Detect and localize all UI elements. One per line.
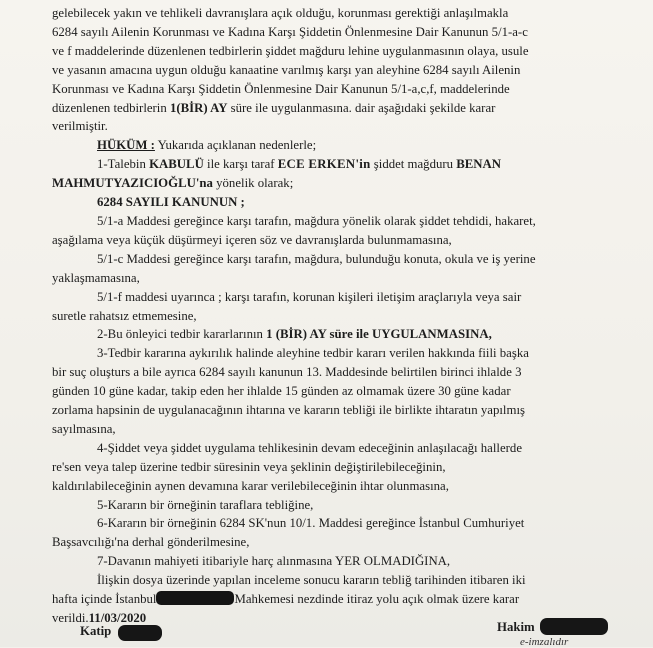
item-1	[52, 155, 622, 174]
article-text: 5/1-a Maddesi gereğince karşı tarafın, mağdura yönelik olarak şiddet tehdidi, hakaret,	[97, 213, 536, 228]
intro-paragraph	[52, 4, 622, 136]
article-text: 5/1-c Maddesi gereğince karşı tarafın, mağdura, bulunduğu konuta, okula ve iş yerine	[97, 251, 536, 266]
closing-line	[7, 590, 519, 609]
article-a	[52, 212, 622, 250]
intro-line: gelebilecek yakın ve tehlikeli davranışlara açık olduğu, korunması gerektiği anlaşılmakla	[52, 6, 509, 20]
e-signature-note: e-imzalıdır	[520, 636, 569, 648]
hukum-text: Yukarıda açıklanan nedenlerle;	[154, 138, 317, 153]
item-text: re'sen veya talep üzerine tedbir süresinin veya şeklinin değiştirilebileceğinin,	[52, 459, 446, 474]
victim-name: MAHMUTYAZICIOĞLU'na	[52, 176, 213, 191]
clerk-label: Katip	[80, 624, 112, 638]
item-text: sayılmasına,	[52, 421, 116, 436]
victim-name: BENAN	[456, 157, 502, 172]
decision-date: 11/03/2020	[88, 611, 147, 625]
intro-line: 6284 sayılı Ailenin Korunması ve Kadına Karşı Şiddetin Önlenmesine Dair Kanunun 5/1-a-c	[52, 24, 528, 39]
item-1-cont	[52, 174, 622, 193]
closing-text: hafta içinde İstanbul	[52, 592, 157, 607]
item-text: 1-Talebin	[97, 157, 150, 172]
item-text: bir suç oluşturs a bile ayrıca 6284 sayılı kanunun 13. Maddesinde belirtilen birinci ihlalde 3	[52, 365, 522, 380]
duration-bold: 1 (BİR) AY süre ile UYGULANMASINA,	[266, 327, 492, 342]
closing-paragraph	[52, 571, 622, 628]
closing-text: İlişkin dosya üzerinde yapılan inceleme sonucu kararın tebliğ tarihinden itibaren iki	[97, 573, 526, 588]
item-6	[52, 514, 622, 552]
respondent-name: ECE ERKEN'in	[277, 157, 371, 172]
item-text: Başsavcılığı'na derhal gönderilmesine,	[52, 535, 250, 550]
item-text: 6-Kararın bir örneğinin 6284 SK'nun 10/1. Maddesi gereğince İstanbul Cumhuriyet	[97, 516, 525, 531]
redaction-bar	[156, 591, 234, 605]
item-text: şiddet mağduru	[370, 157, 457, 172]
item-3	[52, 344, 622, 439]
acceptance-bold: KABULÜ	[149, 157, 204, 172]
item-text: 4-Şiddet veya şiddet uygulama tehlikesinin devam edeceğinin anlaşılacağı hallerde	[97, 440, 522, 455]
intro-line: süre ile uygulanmasına. dair aşağıdaki şekilde karar	[227, 100, 496, 115]
article-text: aşağılama veya küçük düşürmeyi içeren söz ve davranışlarda bulunmamasına,	[52, 232, 452, 247]
hukum-label: HÜKÜM :	[97, 138, 155, 153]
article-text: yaklaşmamasına,	[52, 270, 140, 285]
item-text: 7-Davanın mahiyeti itibariyle harç alınmasına	[97, 554, 335, 569]
decision-text	[52, 4, 622, 628]
duration-bold: 1(BİR) AY	[169, 100, 228, 115]
intro-line: Korunması ve Kadına Karşı Şiddetin Önlenmesine Dair Kanunun 5/1-a,c,f, maddelerinde	[52, 81, 510, 96]
hukum-heading	[52, 136, 622, 155]
article-text: 5/1-f maddesi uyarınca ; karşı tarafın, korunan kişileri iletişim araçlarıyla veya sair	[97, 289, 522, 304]
item-7	[52, 552, 622, 571]
item-text: ile karşı taraf	[203, 157, 278, 172]
item-text: yönelik olarak;	[212, 176, 294, 191]
item-2	[52, 325, 622, 344]
judge-label: Hakim	[497, 620, 535, 634]
article-c	[52, 250, 622, 288]
item-5: 5-Kararın bir örneğinin taraflara tebliğine,	[97, 497, 314, 512]
fee-decision: YER OLMADIĞINA,	[334, 554, 451, 569]
item-text: zorlama hapsinin de uygulanacağının ihtarına ve kararın tebliği ile birlikte ihtaratın yapılmış	[52, 403, 525, 418]
article-f	[52, 288, 622, 326]
article-text: suretle rahatsız etmemesine,	[52, 308, 197, 323]
intro-line: düzenlenen tedbirlerin	[52, 100, 170, 115]
item-text: 2-Bu önleyici tedbir kararlarının	[97, 327, 267, 342]
item-4	[52, 439, 622, 496]
intro-line: verilmiştir.	[52, 119, 108, 134]
item-text: 3-Tedbir kararına aykırılık halinde aleyhine tedbir kararı verilen hakkında fiili başka	[97, 346, 529, 361]
closing-text: verildi.	[52, 611, 89, 625]
intro-line: ve yasanın amacına uygun olduğu kanaatine varılmış karşı yan aleyhine 6284 sayılı Ailenin	[52, 62, 521, 77]
closing-text: Mahkemesi nezdinde itiraz yolu açık olmak üzere karar	[234, 592, 520, 607]
item-text: günden 10 güne kadar, takip eden her ihlalde 15 günden az olmamak üzere 30 güne kadar	[52, 384, 511, 399]
judge-name-redaction	[540, 618, 608, 635]
intro-line: ve f maddelerinde düzenlenen tedbirlerin şiddet mağduru lehine uygulanmasının olaya, usule	[52, 43, 529, 58]
clerk-name-redaction	[118, 625, 162, 641]
item-text: kaldırılabileceğinin aynen devamına karar verilebileceğinin ihtar olunmasına,	[52, 478, 449, 493]
law-title: 6284 SAYILI KANUNUN ;	[97, 195, 245, 210]
